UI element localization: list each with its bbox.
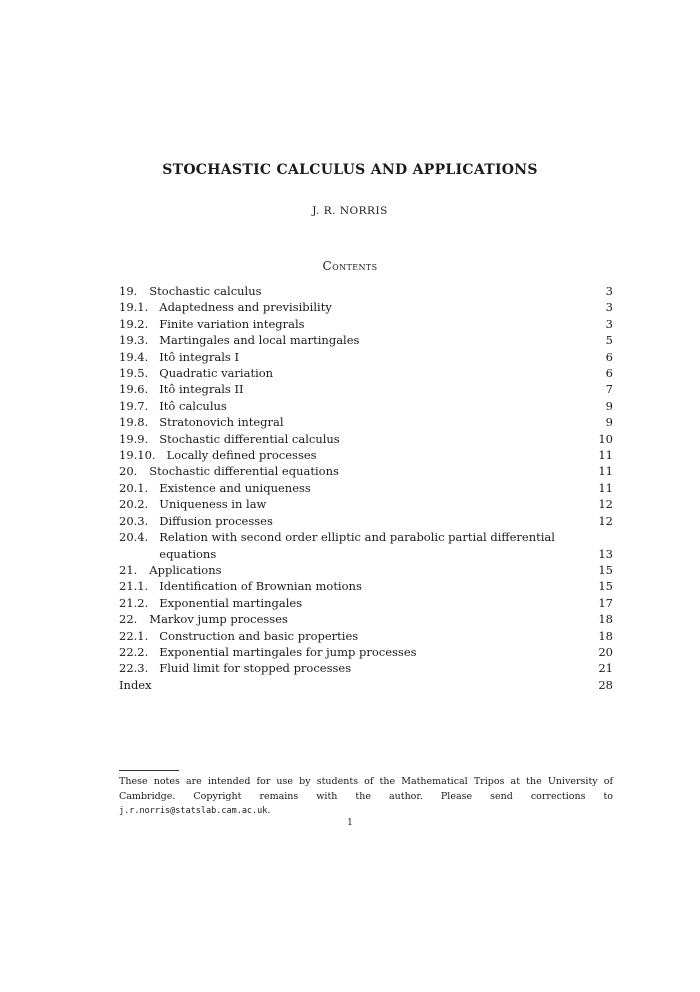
toc-entry-page: 6 [605, 349, 613, 364]
toc-entry-page: 11 [598, 480, 613, 495]
toc-entry-number: 19.2. [119, 316, 149, 331]
toc-entry-number: 19.9. [119, 431, 149, 446]
toc-entry-page: 17 [598, 595, 613, 610]
toc-entry-title: Finite variation integrals [159, 316, 305, 331]
toc-entry-label [119, 283, 262, 299]
toc-entry-title: Fluid limit for stopped processes [159, 661, 352, 676]
toc-entry-page: 15 [598, 579, 613, 594]
toc-entry-label [119, 332, 359, 348]
toc-entry-number: 22.1. [119, 628, 149, 643]
toc-entry-label [119, 398, 227, 414]
toc-entry-label [119, 447, 317, 463]
footnote [119, 775, 613, 819]
toc-entry[interactable] [119, 332, 613, 348]
toc-entry-page: 28 [598, 677, 613, 692]
toc-entry-label [119, 349, 239, 365]
toc-entry[interactable] [119, 578, 613, 594]
toc-entry-label [119, 595, 302, 611]
toc-entry-page: 15 [598, 562, 613, 577]
toc-entry-label [119, 562, 222, 578]
toc-entry-label [119, 463, 339, 479]
toc-entry[interactable] [119, 595, 613, 611]
toc-entry-label [119, 660, 351, 676]
toc-entry-page: 13 [598, 546, 613, 561]
toc-entry-label [119, 611, 288, 627]
toc-entry-page: 20 [598, 644, 613, 659]
toc-entry-title: Existence and uniqueness [159, 480, 311, 495]
toc-entry-title: Stratonovich integral [159, 415, 284, 430]
toc-entry-label [119, 414, 284, 430]
toc-entry-label [119, 529, 589, 562]
toc-entry[interactable] [119, 365, 613, 381]
toc-entry-number: 22. [119, 612, 138, 627]
toc-entry-page: 3 [605, 300, 613, 315]
toc-entry[interactable] [119, 660, 613, 676]
toc-entry-title: Itô integrals II [159, 382, 244, 397]
toc-entry-label [119, 299, 332, 315]
toc-entry-title: Index [119, 677, 152, 692]
toc-entry-page: 3 [605, 284, 613, 298]
toc-entry-title: Stochastic differential equations [149, 464, 339, 479]
toc-entry-title: Locally defined processes [166, 448, 317, 463]
toc-entry-title: Exponential martingales [159, 595, 303, 610]
toc-entry-title: Itô integrals I [159, 349, 240, 364]
toc-entry-page: 9 [605, 398, 613, 413]
toc-entry-title: Uniqueness in law [159, 497, 267, 512]
toc-entry[interactable] [119, 513, 613, 529]
toc-entry-page: 12 [598, 497, 613, 512]
table-of-contents [119, 283, 613, 693]
toc-entry-page: 21 [598, 661, 613, 676]
toc-entry-title: Exponential martingales for jump processes [159, 644, 417, 659]
toc-entry-label [119, 431, 340, 447]
toc-entry[interactable] [119, 562, 613, 578]
toc-entry[interactable] [119, 299, 613, 315]
toc-entry-number: 19.1. [119, 300, 149, 315]
toc-entry-title: Martingales and local martingales [159, 333, 360, 348]
toc-entry-label [119, 578, 362, 594]
toc-entry-number: 19. [119, 284, 138, 298]
document-author: J. R. NORRIS [312, 205, 388, 217]
footnote-email[interactable]: j.r.norris@statslab.cam.ac.uk [119, 806, 268, 816]
toc-entry[interactable] [119, 381, 613, 397]
toc-entry[interactable] [119, 628, 613, 644]
toc-entry[interactable] [119, 463, 613, 479]
toc-entry-page: 5 [605, 333, 613, 348]
toc-entry[interactable] [119, 414, 613, 430]
toc-entry-label [119, 316, 305, 332]
toc-entry-page: 11 [598, 464, 613, 479]
toc-entry-number: 19.4. [119, 349, 149, 364]
toc-entry-number: 20. [119, 464, 138, 479]
toc-entry-label [119, 513, 273, 529]
toc-entry-number: 19.6. [119, 382, 149, 397]
toc-entry-page: 18 [598, 612, 613, 627]
toc-entry[interactable] [119, 611, 613, 627]
toc-entry-page: 7 [605, 382, 613, 397]
toc-entry-number: 19.7. [119, 398, 149, 413]
document-title: STOCHASTIC CALCULUS AND APPLICATIONS [162, 162, 538, 178]
footnote-trailing: . [267, 805, 271, 816]
toc-entry[interactable] [119, 644, 613, 660]
toc-entry-number: 22.3. [119, 661, 149, 676]
toc-entry-title: Relation with second order elliptic and parabolic partial differential equations [159, 530, 555, 561]
toc-entry-page: 18 [598, 628, 613, 643]
toc-entry-title: Construction and basic properties [159, 628, 359, 643]
toc-entry-label [119, 644, 417, 660]
toc-entry-number: 21.1. [119, 579, 149, 594]
toc-entry[interactable] [119, 398, 613, 414]
toc-entry-title: Markov jump processes [149, 612, 288, 627]
toc-entry-title: Diffusion processes [159, 513, 273, 528]
toc-entry-label [119, 677, 152, 693]
toc-entry-page: 10 [598, 431, 613, 446]
toc-entry-page: 9 [605, 415, 613, 430]
toc-entry-title: Applications [149, 562, 222, 577]
toc-entry-number: 20.4. [119, 530, 149, 545]
toc-entry[interactable] [119, 677, 613, 693]
toc-entry-number: 22.2. [119, 644, 149, 659]
toc-entry-title: Stochastic calculus [149, 284, 262, 298]
toc-entry-number: 19.10. [119, 448, 156, 463]
toc-entry-title: Adaptedness and previsibility [159, 300, 332, 315]
toc-entry-number: 20.1. [119, 480, 149, 495]
toc-entry-page: 11 [598, 448, 613, 463]
toc-entry-number: 19.5. [119, 366, 149, 381]
toc-entry[interactable] [119, 496, 613, 512]
toc-entry[interactable] [119, 480, 613, 496]
toc-entry-page: 6 [605, 366, 613, 381]
page-number: 1 [347, 818, 353, 828]
toc-entry-label [119, 381, 244, 397]
toc-entry-title: Stochastic differential calculus [159, 431, 340, 446]
toc-entry[interactable] [119, 529, 613, 562]
toc-entry-label [119, 628, 358, 644]
footnote-text: These notes are intended for use by students of the Mathematical Tripos at the University of Cambridge. Copyright remains with the author. Please send corrections to [119, 776, 613, 802]
toc-entry-label [119, 480, 311, 496]
footnote-rule [119, 770, 179, 771]
toc-entry-page: 12 [598, 513, 613, 528]
toc-entry[interactable] [119, 316, 613, 332]
contents-heading: Contents [322, 259, 378, 273]
toc-entry-number: 19.8. [119, 415, 149, 430]
toc-entry[interactable] [119, 431, 613, 447]
toc-entry-title: Itô calculus [159, 398, 227, 413]
toc-entry-label [119, 496, 266, 512]
toc-entry-number: 21. [119, 562, 138, 577]
toc-entry-number: 20.3. [119, 513, 149, 528]
toc-entry-label [119, 365, 273, 381]
toc-entry-number: 20.2. [119, 497, 149, 512]
toc-entry[interactable] [119, 349, 613, 365]
toc-entry[interactable] [119, 447, 613, 463]
toc-entry-number: 19.3. [119, 333, 149, 348]
toc-entry[interactable] [119, 283, 613, 299]
toc-entry-page: 3 [605, 316, 613, 331]
toc-entry-title: Identification of Brownian motions [159, 579, 362, 594]
toc-entry-title: Quadratic variation [159, 366, 274, 381]
toc-entry-number: 21.2. [119, 595, 149, 610]
